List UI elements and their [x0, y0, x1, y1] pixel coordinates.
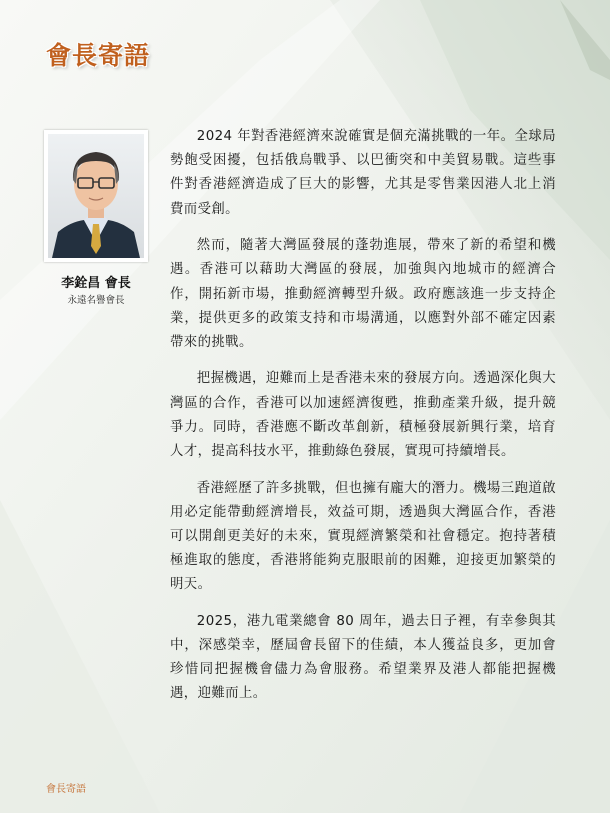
- paragraph: 把握機遇，迎難而上是香港未來的發展方向。透過深化與大灣區的合作，香港可以加速經濟復甦，推動產業升級，提升競爭力。同時，香港應不斷改革創新，積極發展新興行業，培育人才，提高科技水平，推動綠色發展，實現可持續增長。: [170, 371, 556, 460]
- paragraph: 然而，隨著大灣區發展的蓬勃進展，帶來了新的希望和機遇。香港可以藉助大灣區的發展，加強與內地城市的經濟合作，開拓新市場，推動經濟轉型升級。政府應該進一步支持企業，提供更多的政策支持和市場溝通，以應對外部不確定因素帶來的挑戰。: [170, 238, 556, 350]
- profile-role: 永遠名譽會長: [67, 295, 125, 306]
- portrait-photo: [44, 130, 148, 262]
- paragraph: 2025，港九電業總會 80 周年，過去日子裡，有幸參與其中，深感榮幸，歷屆會長留下的佳績，本人獲益良多，更加會珍惜同把握機會儘力為會服務。希望業界及港人都能把握機遇，迎難而上。: [170, 613, 556, 702]
- paragraph: 2024 年對香港經濟來說確實是個充滿挑戰的一年。全球局勢飽受困擾，包括俄烏戰爭、以巴衝突和中美貿易戰。這些事件對香港經濟造成了巨大的影響，尤其是零售業因港人北上消費而受創。: [170, 129, 556, 217]
- paragraph: 香港經歷了許多挑戰，但也擁有龐大的潛力。機場三跑道啟用必定能帶動經濟增長，效益可期，透過與大灣區合作，香港可以開創更美好的未來，實現經濟繁榮和社會穩定。抱持著積極進取的態度，香港將能夠克服眼前的困難，迎接更加繁榮的明天。: [170, 480, 556, 593]
- message-body: [170, 125, 556, 719]
- profile-name: 李銓昌 會長: [61, 276, 131, 291]
- page-title: 會長寄語: [46, 41, 151, 70]
- page-footer: 會長寄語: [46, 784, 86, 795]
